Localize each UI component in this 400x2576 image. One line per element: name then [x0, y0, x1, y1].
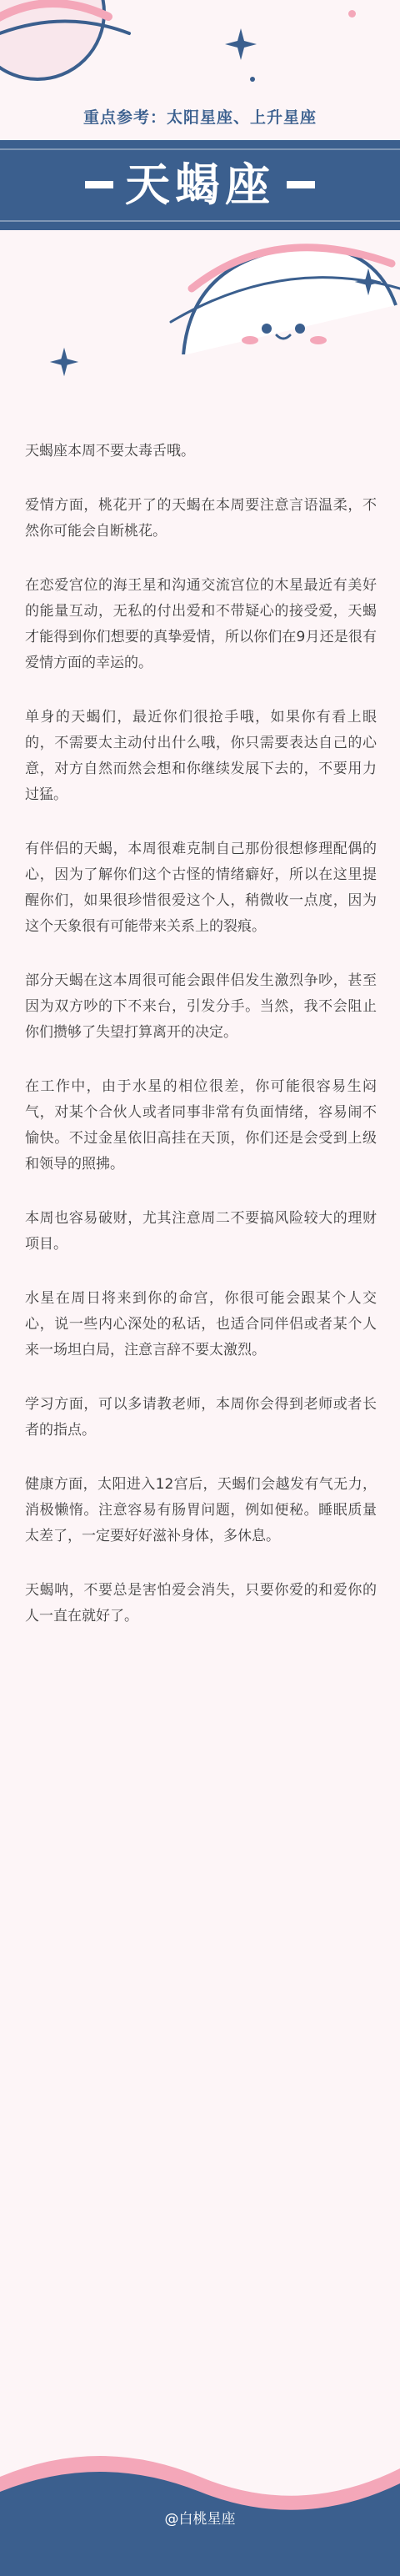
page-title	[0, 157, 400, 213]
decor-dot	[348, 10, 356, 18]
header	[0, 0, 400, 359]
title-dash-right	[287, 181, 315, 188]
subtitle: 重点参考：太阳星座、上升星座	[82, 108, 317, 127]
paragraph: 有伴侣的天蝎，本周很难克制自己那份很想修理配偶的心，因为了解你们这个古怪的情绪癖好，所以在这里提醒你们，如果很珍惜很爱这个人，稍微收一点度，因为这个天象很有可能带来关系上的裂痕。	[25, 841, 377, 935]
article-body	[25, 439, 377, 1658]
paragraph: 单身的天蝎们，最近你们很抢手哦，如果你有看上眼的，不需要太主动付出什么哦，你只需要表达自己的心意，对方自然而然会想和你继续发展下去的，不要用力过猛。	[25, 709, 377, 803]
sparkle-star-icon	[353, 267, 383, 297]
planet-icon	[0, 0, 133, 100]
paragraph: 部分天蝎在这本周很可能会跟伴侣发生激烈争吵，甚至因为双方吵的下不来台，引发分手。当然，我不会阻止你们攒够了失望打算离开的决定。	[25, 972, 377, 1041]
paragraph: 天蝎座本周不要太毒舌哦。	[25, 443, 195, 459]
sparkle-star-icon	[223, 27, 258, 62]
title-text: 天蝎座	[125, 158, 275, 211]
paragraph: 健康方面，太阳进入12宫后，天蝎们会越发有气无力，消极懒惰。注意容易有肠胃问题，例如便秘。睡眠质量太差了，一定要好好滋补身体，多休息。	[25, 1476, 377, 1544]
paragraph: 爱情方面，桃花开了的天蝎在本周要注意言语温柔，不然你可能会自断桃花。	[25, 497, 377, 540]
paragraph: 在恋爱宫位的海王星和沟通交流宫位的木星最近有美好的能量互动，无私的付出爱和不带疑心的接受爱，天蝎才能得到你们想要的真挚爱情，所以你们在9月还是很有爱情方面的幸运的。	[25, 577, 377, 671]
sparkle-star-icon	[48, 346, 80, 378]
footer-credit: @白桃星座	[164, 2511, 236, 2528]
paragraph: 天蝎呐，不要总是害怕爱会消失，只要你爱的和爱你的人一直在就好了。	[25, 1582, 377, 1624]
paragraph: 学习方面，可以多请教老师，本周你会得到老师或者长者的指点。	[25, 1396, 377, 1439]
title-dash-left	[85, 181, 113, 188]
paragraph: 本周也容易破财，尤其注意周二不要搞风险较大的理财项目。	[25, 1210, 377, 1253]
decor-dot	[250, 77, 255, 82]
paragraph: 在工作中，由于水星的相位很差，你可能很容易生闷气，对某个合伙人或者同事非常有负面情绪，容易闹不愉快。不过金星依旧高挂在天顶，你们还是会受到上级和领导的照拂。	[25, 1078, 377, 1173]
cute-planet-face-icon	[167, 230, 400, 364]
paragraph: 水星在周日将来到你的命宫，你很可能会跟某个人交心，说一些内心深处的私话，也适合同伴侣或者某个人来一场坦白局，注意言辞不要太激烈。	[25, 1290, 377, 1358]
